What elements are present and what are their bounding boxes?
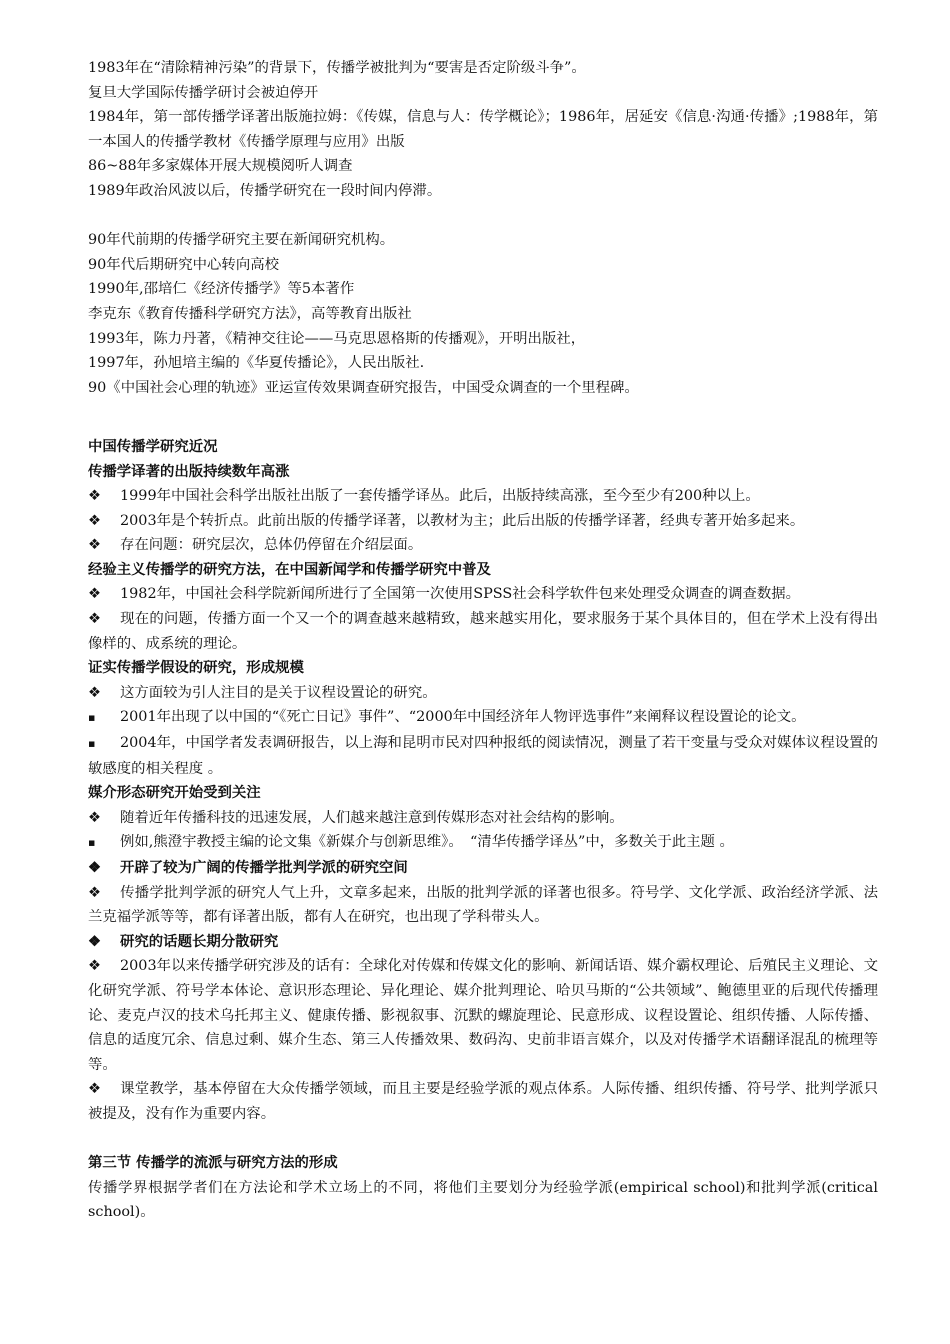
list-item-text: 课堂教学，基本停留在大众传播学领域，而且主要是经验学派的观点体系。人际传播、组织传播、符号学、批判学派只被提及，没有作为重要内容。: [88, 1081, 878, 1122]
list-item-text: 存在问题：研究层次，总体仍停留在介绍层面。: [120, 537, 423, 554]
blank-line: [88, 400, 878, 425]
paragraph: 90《中国社会心理的轨迹》亚运宣传效果调查研究报告，中国受众调查的一个里程碑。: [88, 379, 639, 396]
list-item: [88, 607, 878, 656]
paragraph: 1989年政治风波以后，传播学研究在一段时间内停滞。: [88, 182, 442, 199]
diamond-bullet-icon: ❖: [88, 958, 101, 975]
chapter-heading: 第三节 传播学的流派与研究方法的形成: [88, 1154, 338, 1172]
sub-heading-text: 研究的话题长期分散研究: [120, 932, 279, 950]
diamond-bullet-icon: ❖: [88, 932, 101, 950]
square-bullet-icon: ▪: [88, 737, 96, 751]
list-item-text: 2001年出现了以中国的“《死亡日记》事件”、“2000年中国经济年人物评选事件”来阐释议程设置论的论文。: [120, 709, 806, 726]
paragraph: 复旦大学国际传播学研讨会被迫停开: [88, 84, 319, 101]
diamond-bullet-icon: ❖: [88, 809, 101, 826]
list-item-text: 1982年，中国社会科学院新闻所进行了全国第一次使用SPSS社会科学软件包来处理受众调查的调查数据。: [120, 586, 801, 603]
section-heading: 中国传播学研究近况: [88, 437, 218, 455]
square-bullet-icon: ▪: [88, 711, 96, 725]
list-item: [88, 806, 878, 831]
blank-line: [88, 204, 878, 229]
list-item: [88, 881, 878, 930]
sub-heading: 经验主义传播学的研究方法，在中国新闻学和传播学研究中普及: [88, 560, 491, 578]
list-item-text: 2003年以来传播学研究涉及的话有：全球化对传媒和传媒文化的影响、新闻话语、媒介霸权理论、后殖民主义理论、文化研究学派、符号学本体论、意识形态理论、异化理论、媒介批判理论、哈贝马斯的“公共领域”、鲍德里亚的后现代传播理论、麦克卢汉的技术乌托邦主义、健康传播、影视叙事、沉默的螺旋理论、民意形成、议程设置论、组织传播、人际传播、信息的适度冗余、信息过剩、媒介生态、第三人传播效果、数码沟、史前非语言媒介，以及对传播学术语翻译混乱的梳理等等。: [88, 958, 878, 1073]
list-item: [88, 705, 878, 731]
list-item-text: 随着近年传播科技的迅速发展，人们越来越注意到传媒形态对社会结构的影响。: [120, 809, 624, 826]
diamond-bullet-icon: ❖: [88, 512, 101, 529]
paragraph: 1990年,邵培仁《经济传播学》等5本著作: [88, 281, 355, 298]
paragraph: 90年代前期的传播学研究主要在新闻研究机构。: [88, 232, 395, 249]
paragraph: 1997年，孙旭培主编的《华夏传播论》，人民出版社.: [88, 355, 425, 372]
list-item-text: 2003年是个转折点。此前出版的传播学译著，以教材为主；此后出版的传播学译著，经典专著开始多起来。: [120, 512, 805, 529]
list-item: [88, 582, 878, 607]
sub-heading: [88, 856, 878, 881]
sub-heading: 证实传播学假设的研究，形成规模: [88, 659, 304, 677]
paragraph: 1993年，陈力丹著，《精神交往论——马克思恩格斯的传播观》，开明出版社，: [88, 330, 586, 347]
list-item-text: 1999年中国社会科学出版社出版了一套传播学译丛。此后，出版持续高涨，至今至少有200种以上。: [120, 488, 760, 505]
diamond-bullet-icon: ❖: [88, 884, 101, 901]
paragraph: 90年代后期研究中心转向高校: [88, 256, 279, 273]
diamond-bullet-icon: ❖: [88, 859, 101, 876]
diamond-bullet-icon: ❖: [88, 611, 101, 628]
list-item: [88, 509, 878, 534]
sub-heading: [88, 930, 878, 955]
list-item: [88, 954, 878, 1077]
list-item-text: 这方面较为引人注目的是关于议程设置论的研究。: [120, 684, 437, 701]
list-item: [88, 681, 878, 706]
sub-heading: 媒介形态研究开始受到关注: [88, 784, 261, 802]
sub-heading: 传播学译著的出版持续数年高涨: [88, 462, 290, 480]
list-item-text: 传播学批判学派的研究人气上升，文章多起来，出版的批判学派的译著也很多。符号学、文化学派、政治经济学派、法兰克福学派等等，都有译著出版，都有人在研究，也出现了学科带头人。: [88, 884, 878, 926]
paragraph: 传播学界根据学者们在方法论和学术立场上的不同，将他们主要划分为经验学派(empirical school)和批判学派(critical school)。: [88, 1179, 878, 1221]
diamond-bullet-icon: ❖: [88, 1081, 101, 1098]
list-item-text: 2004年，中国学者发表调研报告，以上海和昆明市民对四种报纸的阅读情况，测量了若干变量与受众对媒体议程设置的敏感度的相关程度 。: [88, 735, 878, 777]
diamond-bullet-icon: ❖: [88, 684, 101, 701]
list-item: [88, 731, 878, 781]
diamond-bullet-icon: ❖: [88, 488, 101, 505]
list-item: [88, 1077, 878, 1126]
diamond-bullet-icon: ❖: [88, 586, 101, 603]
blank-line: [88, 425, 878, 435]
diamond-bullet-icon: ❖: [88, 537, 101, 554]
list-item-text: 例如,熊澄宇教授主编的论文集《新媒介与创新思维》。 “清华传播学译丛”中，多数关于此主题 。: [120, 834, 734, 851]
paragraph: 86~88年多家媒体开展大规模阅听人调查: [88, 158, 353, 175]
blank-line: [88, 1127, 878, 1152]
paragraph: 1983年在“清除精神污染”的背景下，传播学被批判为“要害是否定阶级斗争”。: [88, 60, 586, 76]
square-bullet-icon: ▪: [88, 836, 96, 850]
list-item: [88, 830, 878, 856]
paragraph: 李克东《教育传播科学研究方法》，高等教育出版社: [88, 305, 412, 322]
list-item: [88, 533, 878, 558]
list-item-text: 现在的问题，传播方面一个又一个的调查越来越精致，越来越实用化，要求服务于某个具体目的，但在学术上没有得出像样的、成系统的理论。: [88, 611, 878, 652]
list-item: [88, 484, 878, 509]
sub-heading-text: 开辟了较为广阔的传播学批判学派的研究空间: [120, 859, 408, 876]
paragraph: 1984年，第一部传播学译著出版施拉姆：《传媒，信息与人：传学概论》；1986年，居延安《信息·沟通·传播》;1988年，第一本国人的传播学教材《传播学原理与应用》出版: [88, 109, 878, 150]
